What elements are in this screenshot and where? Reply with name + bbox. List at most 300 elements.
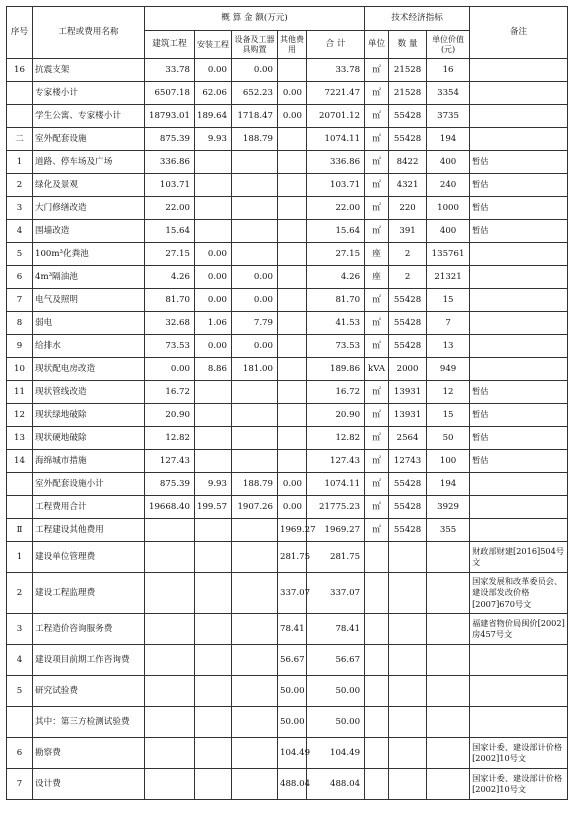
row-total: 103.71 [307, 174, 365, 197]
row-seq: 二 [7, 128, 33, 151]
row-seq [7, 496, 33, 519]
row-total: 15.64 [307, 220, 365, 243]
table-row [7, 312, 568, 335]
row-install [195, 220, 232, 243]
row-equipment: 0.00 [232, 59, 278, 82]
row-qty: 55428 [389, 289, 427, 312]
row-qty: 12743 [389, 450, 427, 473]
row-remark: 暂估 [470, 404, 568, 427]
row-unit-value [427, 542, 470, 573]
row-equipment [232, 243, 278, 266]
row-construction: 33.78 [145, 59, 195, 82]
row-equipment [232, 676, 278, 707]
row-construction: 12.82 [145, 427, 195, 450]
row-name: 勘察费 [33, 738, 145, 769]
row-other: 488.04 [278, 769, 307, 800]
row-other: 50.00 [278, 707, 307, 738]
table-row [7, 174, 568, 197]
row-remark: 暂估 [470, 220, 568, 243]
row-qty [389, 769, 427, 800]
row-construction [145, 738, 195, 769]
row-unit: ㎡ [365, 404, 389, 427]
row-equipment: 7.79 [232, 312, 278, 335]
row-remark: 暂估 [470, 197, 568, 220]
row-remark [470, 496, 568, 519]
row-remark [470, 645, 568, 676]
row-unit-value [427, 614, 470, 645]
row-install: 9.93 [195, 473, 232, 496]
row-remark [470, 266, 568, 289]
row-name: 抗震支架 [33, 59, 145, 82]
row-install [195, 645, 232, 676]
row-install: 189.64 [195, 105, 232, 128]
row-equipment [232, 151, 278, 174]
row-remark: 暂估 [470, 450, 568, 473]
row-name: 大门修缮改造 [33, 197, 145, 220]
row-unit: ㎡ [365, 496, 389, 519]
row-install: 62.06 [195, 82, 232, 105]
row-unit-value: 3735 [427, 105, 470, 128]
row-construction [145, 645, 195, 676]
row-name: 室外配套设施小计 [33, 473, 145, 496]
row-total: 33.78 [307, 59, 365, 82]
row-equipment [232, 542, 278, 573]
row-other [278, 197, 307, 220]
row-other [278, 358, 307, 381]
row-unit-value: 400 [427, 151, 470, 174]
row-remark [470, 358, 568, 381]
row-total: 73.53 [307, 335, 365, 358]
row-qty: 55428 [389, 335, 427, 358]
row-unit-value [427, 645, 470, 676]
table-row [7, 220, 568, 243]
table-row [7, 738, 568, 769]
table-row [7, 105, 568, 128]
row-construction: 0.00 [145, 358, 195, 381]
row-unit [365, 676, 389, 707]
row-total: 104.49 [307, 738, 365, 769]
header-qty: 数 量 [389, 31, 427, 59]
row-install [195, 676, 232, 707]
row-remark: 国家计委、建设部计价格[2002]10号文 [470, 738, 568, 769]
row-name: 现状管线改造 [33, 381, 145, 404]
row-equipment [232, 220, 278, 243]
row-other: 56.67 [278, 645, 307, 676]
row-construction: 19668.40 [145, 496, 195, 519]
row-name: 给排水 [33, 335, 145, 358]
row-equipment: 652.23 [232, 82, 278, 105]
row-unit: kVA [365, 358, 389, 381]
row-remark [470, 335, 568, 358]
row-qty: 220 [389, 197, 427, 220]
row-qty: 55428 [389, 473, 427, 496]
row-remark: 暂估 [470, 174, 568, 197]
header-estimate-group: 概 算 金 额(万元) [145, 7, 365, 31]
row-construction: 336.86 [145, 151, 195, 174]
row-name: 电气及照明 [33, 289, 145, 312]
row-construction: 22.00 [145, 197, 195, 220]
row-seq: 13 [7, 427, 33, 450]
row-other: 0.00 [278, 496, 307, 519]
header-unit: 单位 [365, 31, 389, 59]
row-seq: 14 [7, 450, 33, 473]
row-seq: Ⅱ [7, 519, 33, 542]
row-qty: 4321 [389, 174, 427, 197]
row-seq [7, 82, 33, 105]
row-unit: ㎡ [365, 105, 389, 128]
row-total: 81.70 [307, 289, 365, 312]
row-install: 9.93 [195, 128, 232, 151]
row-install [195, 197, 232, 220]
row-total: 337.07 [307, 573, 365, 614]
row-name: 工程造价咨询服务费 [33, 614, 145, 645]
row-remark: 国家发展和改革委员会、建设部发改价格[2007]670号文 [470, 573, 568, 614]
row-total: 281.75 [307, 542, 365, 573]
row-unit [365, 573, 389, 614]
row-construction: 32.68 [145, 312, 195, 335]
row-unit [365, 769, 389, 800]
row-unit-value: 16 [427, 59, 470, 82]
row-construction: 127.43 [145, 450, 195, 473]
row-unit: ㎡ [365, 450, 389, 473]
row-total: 41.53 [307, 312, 365, 335]
row-other: 1969.27 [278, 519, 307, 542]
row-other: 0.00 [278, 105, 307, 128]
row-other [278, 404, 307, 427]
row-name: 现状配电房改造 [33, 358, 145, 381]
row-unit-value: 1000 [427, 197, 470, 220]
table-row [7, 707, 568, 738]
row-total: 488.04 [307, 769, 365, 800]
row-other [278, 335, 307, 358]
row-unit-value: 400 [427, 220, 470, 243]
row-other: 281.75 [278, 542, 307, 573]
row-remark: 福建省物价局闽价[2002]房457号文 [470, 614, 568, 645]
row-other [278, 151, 307, 174]
header-other: 其他费用 [278, 31, 307, 59]
row-install [195, 519, 232, 542]
row-qty: 55428 [389, 312, 427, 335]
row-construction [145, 519, 195, 542]
row-qty [389, 707, 427, 738]
row-seq: 9 [7, 335, 33, 358]
row-other [278, 289, 307, 312]
row-install [195, 427, 232, 450]
row-equipment [232, 519, 278, 542]
row-equipment [232, 427, 278, 450]
row-seq: 5 [7, 676, 33, 707]
row-total: 50.00 [307, 676, 365, 707]
row-remark: 国家计委、建设部计价格[2002]10号文 [470, 769, 568, 800]
row-total: 20701.12 [307, 105, 365, 128]
row-other: 104.49 [278, 738, 307, 769]
row-seq: 6 [7, 738, 33, 769]
row-seq: 10 [7, 358, 33, 381]
row-equipment [232, 738, 278, 769]
row-seq: 2 [7, 174, 33, 197]
row-remark [470, 312, 568, 335]
header-total: 合 计 [307, 31, 365, 59]
row-total: 7221.47 [307, 82, 365, 105]
row-unit-value: 3929 [427, 496, 470, 519]
row-construction [145, 676, 195, 707]
row-name: 室外配套设施 [33, 128, 145, 151]
row-name: 学生公寓、专家楼小计 [33, 105, 145, 128]
row-construction: 4.26 [145, 266, 195, 289]
row-equipment [232, 645, 278, 676]
row-unit: ㎡ [365, 59, 389, 82]
row-other: 78.41 [278, 614, 307, 645]
row-other [278, 128, 307, 151]
table-row [7, 496, 568, 519]
row-unit [365, 542, 389, 573]
row-total: 1969.27 [307, 519, 365, 542]
row-equipment [232, 769, 278, 800]
row-total: 12.82 [307, 427, 365, 450]
row-qty: 55428 [389, 519, 427, 542]
row-remark: 财政部财建[2016]504号文 [470, 542, 568, 573]
row-qty: 55428 [389, 128, 427, 151]
row-other [278, 312, 307, 335]
header-remark: 备注 [470, 7, 568, 59]
row-unit: ㎡ [365, 519, 389, 542]
row-equipment: 1718.47 [232, 105, 278, 128]
row-other: 50.00 [278, 676, 307, 707]
row-total: 56.67 [307, 645, 365, 676]
row-total: 1074.11 [307, 473, 365, 496]
row-unit [365, 738, 389, 769]
row-total: 21775.23 [307, 496, 365, 519]
row-install: 8.86 [195, 358, 232, 381]
row-name: 建设单位管理费 [33, 542, 145, 573]
row-name: 100m³化粪池 [33, 243, 145, 266]
row-remark [470, 676, 568, 707]
row-unit: ㎡ [365, 82, 389, 105]
row-unit: ㎡ [365, 220, 389, 243]
row-remark [470, 289, 568, 312]
row-unit: ㎡ [365, 381, 389, 404]
row-install [195, 614, 232, 645]
table-row [7, 82, 568, 105]
row-name: 建设项目前期工作咨询费 [33, 645, 145, 676]
row-install: 0.00 [195, 243, 232, 266]
row-seq: 2 [7, 573, 33, 614]
row-name: 建设工程监理费 [33, 573, 145, 614]
row-equipment [232, 381, 278, 404]
row-construction [145, 707, 195, 738]
row-name: 海绵城市措施 [33, 450, 145, 473]
row-unit-value: 240 [427, 174, 470, 197]
table-row [7, 59, 568, 82]
row-unit-value: 7 [427, 312, 470, 335]
row-remark [470, 105, 568, 128]
row-name: 设计费 [33, 769, 145, 800]
row-total: 78.41 [307, 614, 365, 645]
row-equipment [232, 614, 278, 645]
row-seq: 8 [7, 312, 33, 335]
row-other [278, 450, 307, 473]
row-seq: 6 [7, 266, 33, 289]
row-unit: ㎡ [365, 427, 389, 450]
row-unit-value: 50 [427, 427, 470, 450]
row-seq: 5 [7, 243, 33, 266]
row-construction: 875.39 [145, 128, 195, 151]
row-equipment [232, 174, 278, 197]
row-install [195, 404, 232, 427]
table-row [7, 769, 568, 800]
row-seq: 7 [7, 769, 33, 800]
header-seq: 序号 [7, 7, 33, 59]
row-unit-value: 15 [427, 289, 470, 312]
header-unit-value: 单位价值(元) [427, 31, 470, 59]
table-row [7, 427, 568, 450]
row-remark [470, 473, 568, 496]
row-name: 4m³隔油池 [33, 266, 145, 289]
row-install [195, 151, 232, 174]
row-equipment: 181.00 [232, 358, 278, 381]
row-unit-value [427, 769, 470, 800]
row-seq: 1 [7, 151, 33, 174]
row-name: 其中：第三方检测试验费 [33, 707, 145, 738]
table-row [7, 573, 568, 614]
row-unit: ㎡ [365, 128, 389, 151]
row-name: 围墙改造 [33, 220, 145, 243]
row-unit-value: 194 [427, 473, 470, 496]
row-total: 336.86 [307, 151, 365, 174]
row-remark [470, 59, 568, 82]
row-equipment: 0.00 [232, 266, 278, 289]
row-unit: ㎡ [365, 312, 389, 335]
row-qty: 2564 [389, 427, 427, 450]
row-equipment: 0.00 [232, 335, 278, 358]
row-qty: 21528 [389, 82, 427, 105]
row-construction: 16.72 [145, 381, 195, 404]
row-install: 0.00 [195, 266, 232, 289]
row-qty: 55428 [389, 496, 427, 519]
row-unit-value: 13 [427, 335, 470, 358]
row-unit-value [427, 738, 470, 769]
row-install [195, 769, 232, 800]
cost-estimate-table [6, 6, 568, 800]
row-seq: 1 [7, 542, 33, 573]
row-name: 现状硬地破除 [33, 427, 145, 450]
row-unit: ㎡ [365, 151, 389, 174]
row-install [195, 707, 232, 738]
row-remark [470, 128, 568, 151]
row-name: 弱电 [33, 312, 145, 335]
row-other [278, 174, 307, 197]
row-install: 1.06 [195, 312, 232, 335]
row-install [195, 542, 232, 573]
header-name: 工程或费用名称 [33, 7, 145, 59]
row-install: 0.00 [195, 59, 232, 82]
row-name: 研究试验费 [33, 676, 145, 707]
row-qty: 391 [389, 220, 427, 243]
row-remark [470, 243, 568, 266]
row-construction [145, 614, 195, 645]
row-remark: 暂估 [470, 381, 568, 404]
header-equipment: 设备及工器具购置 [232, 31, 278, 59]
row-unit-value [427, 573, 470, 614]
row-other: 0.00 [278, 473, 307, 496]
row-install [195, 573, 232, 614]
row-seq: 3 [7, 614, 33, 645]
row-equipment [232, 404, 278, 427]
row-unit-value [427, 707, 470, 738]
row-install: 0.00 [195, 289, 232, 312]
row-other [278, 220, 307, 243]
row-total: 16.72 [307, 381, 365, 404]
table-row [7, 676, 568, 707]
row-construction: 18793.01 [145, 105, 195, 128]
row-unit [365, 645, 389, 676]
row-other [278, 427, 307, 450]
row-unit: 座 [365, 243, 389, 266]
row-unit [365, 614, 389, 645]
row-total: 127.43 [307, 450, 365, 473]
table-row [7, 519, 568, 542]
row-name: 绿化及景观 [33, 174, 145, 197]
row-unit: ㎡ [365, 289, 389, 312]
row-qty [389, 738, 427, 769]
table-row [7, 358, 568, 381]
table-row [7, 335, 568, 358]
row-seq: 12 [7, 404, 33, 427]
row-unit: ㎡ [365, 473, 389, 496]
row-unit-value: 949 [427, 358, 470, 381]
row-other [278, 243, 307, 266]
row-remark [470, 519, 568, 542]
row-qty [389, 573, 427, 614]
row-unit-value: 100 [427, 450, 470, 473]
row-construction: 20.90 [145, 404, 195, 427]
table-row [7, 243, 568, 266]
row-total: 22.00 [307, 197, 365, 220]
row-equipment: 188.79 [232, 473, 278, 496]
row-equipment: 188.79 [232, 128, 278, 151]
row-equipment [232, 450, 278, 473]
row-name: 工程建设其他费用 [33, 519, 145, 542]
row-remark [470, 82, 568, 105]
row-construction: 15.64 [145, 220, 195, 243]
row-equipment [232, 573, 278, 614]
row-unit: ㎡ [365, 174, 389, 197]
table-row [7, 645, 568, 676]
table-row [7, 197, 568, 220]
row-unit-value [427, 676, 470, 707]
row-other: 337.07 [278, 573, 307, 614]
row-seq: 3 [7, 197, 33, 220]
row-unit-value: 194 [427, 128, 470, 151]
row-install: 0.00 [195, 335, 232, 358]
row-qty: 13931 [389, 404, 427, 427]
table-row [7, 473, 568, 496]
row-qty [389, 542, 427, 573]
row-name: 道路、停车场及广场 [33, 151, 145, 174]
table-row [7, 381, 568, 404]
row-total: 4.26 [307, 266, 365, 289]
row-qty: 2000 [389, 358, 427, 381]
row-seq [7, 707, 33, 738]
row-install [195, 174, 232, 197]
header-install: 安装工程 [195, 31, 232, 59]
row-total: 50.00 [307, 707, 365, 738]
row-seq: 11 [7, 381, 33, 404]
row-seq [7, 473, 33, 496]
row-unit-value: 355 [427, 519, 470, 542]
row-equipment: 1907.26 [232, 496, 278, 519]
row-qty: 21528 [389, 59, 427, 82]
